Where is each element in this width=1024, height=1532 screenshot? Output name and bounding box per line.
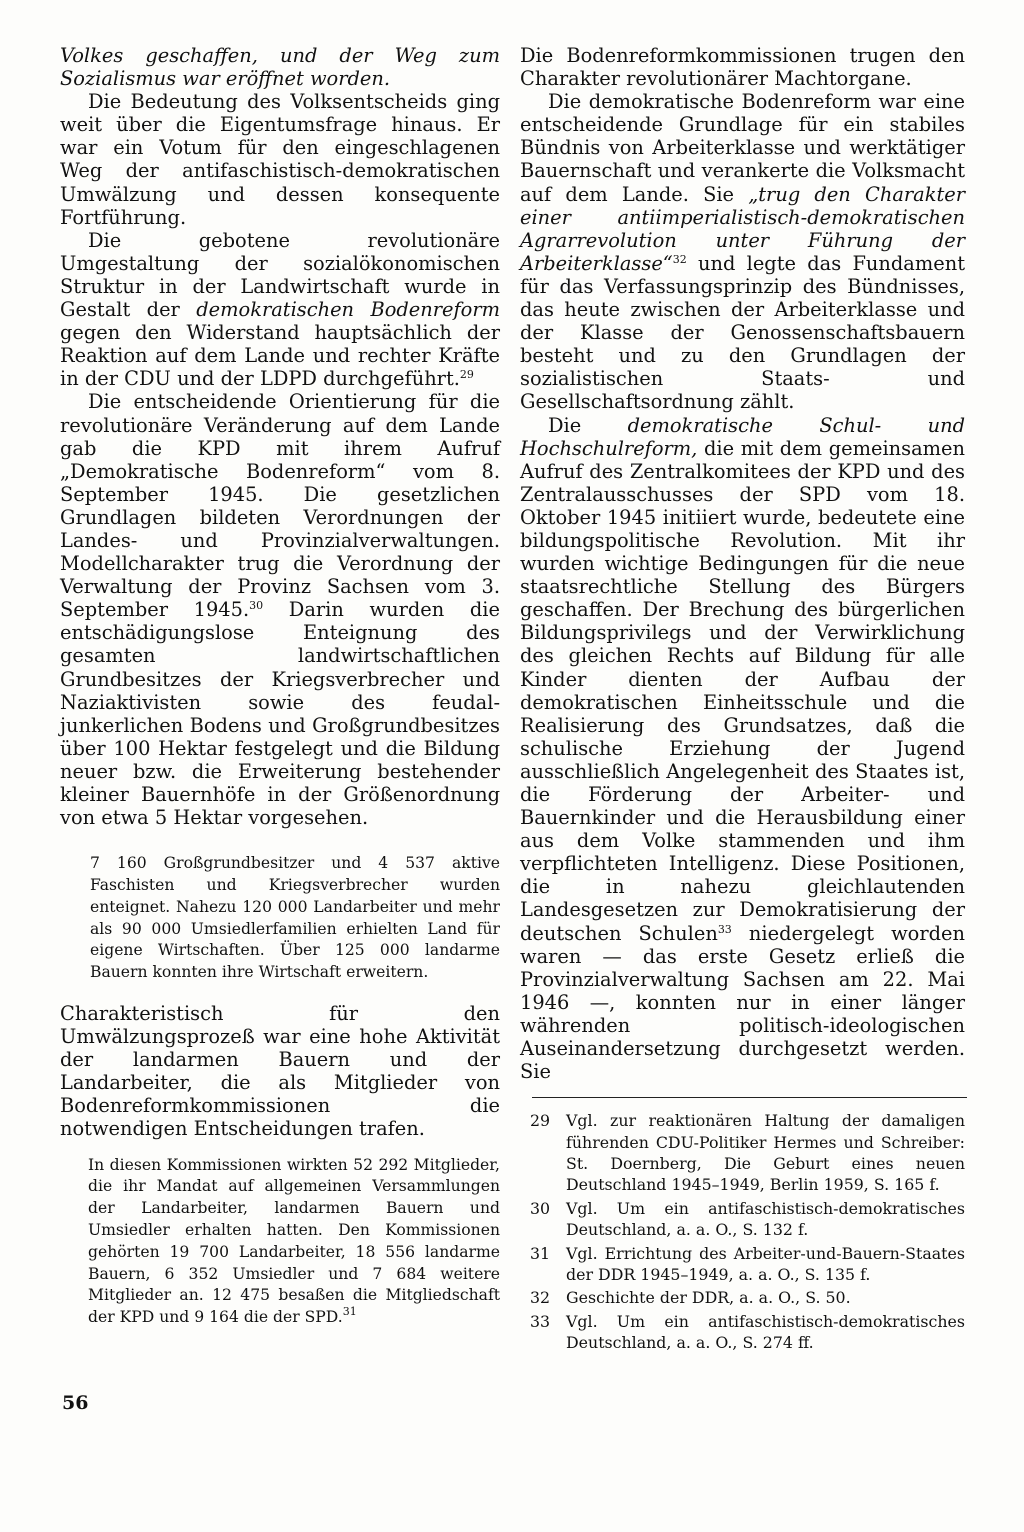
paragraph-3-italic: demokratischen Bodenreform [196,298,500,322]
statistics-block-2-text: In diesen Kommissionen wirkten 52 292 Mitglieder, die ihr Mandat auf allgemeinen Versammlungen der Landarbeiter, landarmen Bauern und Umsiedler erhalten hatten. Den Kommissionen gehörten 19 700 Landarbeiter, 18 556 landarme Bauern, 6 352 Umsiedler und 7 684 weitere Mitglieder an. 12 475 besaßen die Mitgliedschaft der KPD und 9 164 die der SPD. [88,1155,500,1327]
footnote-number: 31 [530,1243,551,1263]
footnote-ref-29[interactable]: 29 [459,368,474,382]
right-column [520,44,965,1356]
paragraph-1-italic: Volkes geschaffen, und der Weg zum Sozialismus war eröffnet worden. [60,44,500,91]
footnote-text: Vgl. Um ein antifaschistisch-demokratisches Deutschland, a. a. O., S. 274 ff. [566,1311,965,1353]
left-column [60,44,500,1347]
paragraph-4 [60,390,500,829]
footnote-text: Vgl. Um ein antifaschistisch-demokratisches Deutschland, a. a. O., S. 132 f. [566,1198,965,1240]
footnotes-list [520,1110,965,1353]
right-paragraph-3-text-a: Die [548,413,628,437]
footnote-number: 29 [530,1111,551,1131]
right-paragraph-2-text-a: Die demokratische Bodenreform war eine entscheidende Grundlage für ein stabiles Bündnis von Arbeiterklasse und werktätiger Bauernschaft und verankerte die Volksmacht auf dem Lande. Sie [520,90,965,206]
paragraph-4-text-b: Darin wurden die entschädigungslose Enteignung des gesamten landwirtschaftlichen Grundbesitzes der Kriegsverbrecher und Naziaktivisten sowie des feudal-junkerlichen Bodens und Großgrundbesitzes über 100 Hektar festgelegt und die Bildung neuer bzw. die Erweiterung bestehender kleiner Bauernhöfe in der Größenordnung von etwa 5 Hektar vorgesehen. [60,598,500,830]
footnote-item [520,1110,965,1196]
footnote-text: Geschichte der DDR, a. a. O., S. 50. [566,1288,851,1308]
footnote-divider [532,1097,967,1098]
footnote-item [520,1311,965,1354]
footnote-ref-31[interactable]: 31 [342,1305,357,1319]
footnote-item [520,1243,965,1286]
paragraph-2: Die Bedeutung des Volksentscheids ging weit über die Eigentumsfrage hinaus. Er war ein Votum für den eingeschlagenen Weg der antifaschistisch-demokratischen Umwälzung und dessen konsequente Fortführung. [60,90,500,229]
footnote-text: Vgl. Errichtung des Arbeiter-und-Bauern-Staates der DDR 1945–1949, a. a. O., S. 135 f. [566,1243,965,1285]
footnote-ref-32[interactable]: 32 [672,252,687,266]
footnote-item [520,1198,965,1241]
footnote-number: 32 [530,1288,551,1308]
right-paragraph-3-text-b: die mit dem gemeinsamen Aufruf des Zentralkomitees der KPD und des Zentralausschusses der SPD vom 18. Oktober 1945 initiiert wurde, bedeutete eine bildungspolitische Revolution. Mit ihr wurden wichtige Bedingungen für die neue staatsrechtliche Stellung des Bürgers geschaffen. Der Brechung des bürgerlichen Bildungsprivilegs und der Verwirklichung des gleichen Rechts auf Bildung für alle Kinder dienten der Aufbau der demokratischen Einheitsschule und die Realisierung des Grundsatzes, daß die schulische Erziehung der Jugend ausschließlich Angelegenheit des Staates ist, die Förderung der Arbeiter- und Bauernkinder und die Herausbildung einer aus dem Volke stammenden und ihm verpflichteten Intelligenz. Diese Positionen, die in nahezu gleichlautenden Landesgesetzen zur Demokratisierung der deutschen Schulen [520,436,965,945]
footnote-number: 30 [530,1198,551,1218]
paragraph-3-text-a: Die gebotene revolutionäre Umgestaltung der sozialökonomischen Struktur in der Landwirtschaft wurde in Gestalt der [60,228,500,322]
footnote-number: 33 [530,1311,551,1331]
paragraph-1 [60,44,500,90]
right-paragraph-1: Die Bodenreformkommissionen trugen den Charakter revolutionärer Machtorgane. [520,44,965,91]
footnote-ref-30[interactable]: 30 [249,599,264,613]
footnote-text: Vgl. zur reaktionären Haltung der damaligen führenden CDU-Politiker Hermes und Schreiber: St. Doernberg, Die Geburt eines neuen Deutschland 1945–1949, Berlin 1959, S. 165 f. [566,1111,965,1195]
paragraph-4-text-a: Die entscheidende Orientierung für die revolutionäre Veränderung auf dem Lande gab die KPD mit ihrem Aufruf „Demokratische Bodenreform“ vom 8. September 1945. Die gesetzlichen Grundlagen bildeten Verordnungen der Landes- und Provinzialverwaltungen. Modellcharakter trug die Verordnung der Verwaltung der Provinz Sachsen vom 3. September 1945. [60,390,500,622]
paragraph-3-text-b: gegen den Widerstand hauptsächlich der Reaktion auf dem Lande und rechter Kräfte in der CDU und der LDPD durchgeführt. [60,321,500,391]
right-paragraph-3-italic: demokratische Schul- und Hochschulreform, [520,413,966,460]
right-paragraph-2 [520,90,965,413]
footnote-ref-33[interactable]: 33 [717,922,732,936]
right-paragraph-3-text-c: niedergelegt worden waren — das erste Gesetz erließ die Provinzialverwaltung Sachsen am 22. Mai 1946 —, konnten nur in einer länger währenden politisch-ideologischen Auseinandersetzung durchgesetzt werden. Sie [520,921,965,1084]
paragraph-5: Charakteristisch für den Umwälzungsprozeß war eine hohe Aktivität der landarmen Bauern und der Landarbeiter, die als Mitglieder von Bodenreformkommissionen die notwendigen Entscheidungen trafen. [60,1001,500,1141]
right-paragraph-2-text-b: und legte das Fundament für das Verfassungsprinzip des Bündnisses, das heute zwischen der Arbeiterklasse und der Klasse der Genossenschaftsbauern besteht und zu den Grundlagen der sozialistischen Staats- und Gesellschaftsordnung zählt. [520,251,965,414]
statistics-block-1: 7 160 Großgrundbesitzer und 4 537 aktive Faschisten und Kriegsverbrecher wurden enteignet. Nahezu 120 000 Landarbeiter und mehr als 90 000 Umsiedlerfamilien erhielten Land für eigene Wirtschaften. Über 125 000 landarme Bauern konnten ihre Wirtschaft erweitern. [90,854,500,982]
right-paragraph-3 [520,414,965,1084]
footnote-item [520,1287,965,1308]
right-paragraph-2-quote: „trug den Charakter einer antiimperialistisch-demokratischen Agrarrevolution unter Führung der Arbeiterklasse“ [520,182,965,275]
paragraph-3 [60,229,500,391]
statistics-block-2 [88,1155,500,1329]
page-number: 56 [62,1392,89,1414]
